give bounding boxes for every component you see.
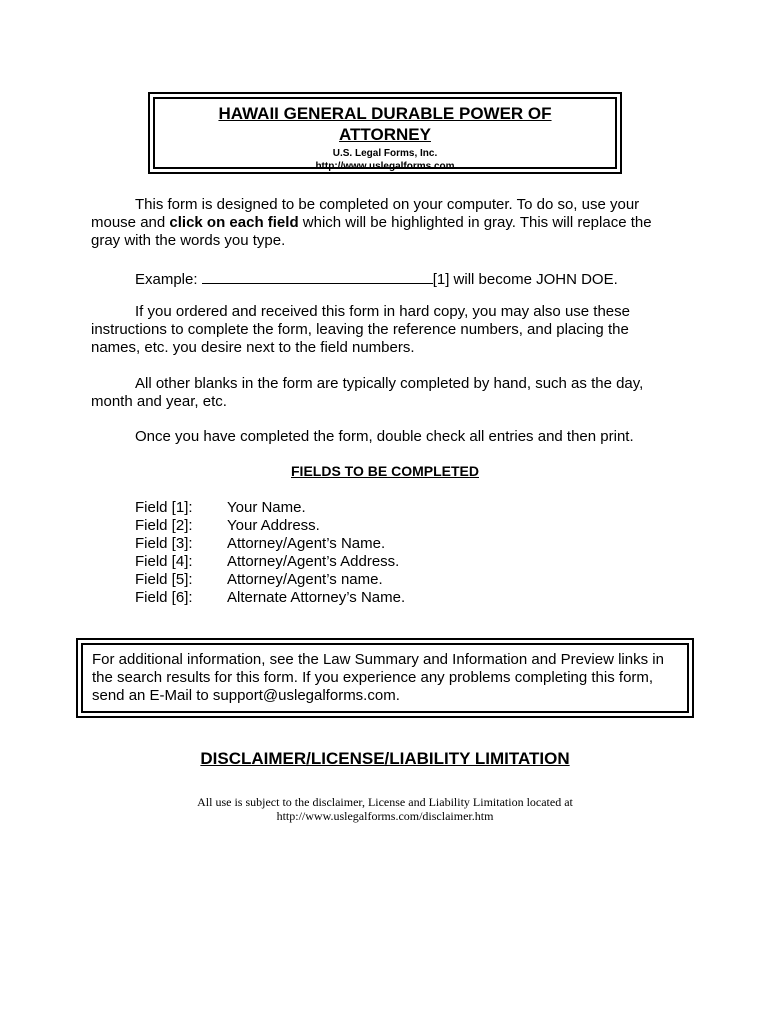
- example-blank-field[interactable]: [202, 268, 433, 284]
- info-box-inner: [81, 643, 689, 713]
- field-description: Attorney/Agent’s name.: [227, 571, 383, 588]
- field-key: Field [5]:: [135, 571, 193, 588]
- info-line-3: send an E-Mail to support@uslegalforms.com.: [92, 687, 400, 704]
- document-title-line-2: ATTORNEY: [339, 125, 431, 144]
- intro-paragraph: [91, 196, 681, 250]
- field-key: Field [2]:: [135, 517, 193, 534]
- disclaimer-link[interactable]: http://www.uslegalforms.com/disclaimer.htm: [276, 809, 494, 823]
- field-row: [135, 517, 405, 535]
- company-website: http://www.uslegalforms.com: [315, 161, 455, 172]
- company-name: U.S. Legal Forms, Inc.: [332, 148, 438, 159]
- field-row: [135, 589, 405, 607]
- document-title-line-1: HAWAII GENERAL DURABLE POWER OF: [218, 104, 552, 123]
- field-list: [135, 499, 405, 607]
- field-key: Field [6]:: [135, 589, 193, 606]
- disclaimer-text: [0, 795, 770, 823]
- intro-text-before: This form is designed to be completed on your computer. To do so, use your mouse and: [91, 196, 640, 231]
- field-description: Attorney/Agent’s Address.: [227, 553, 400, 570]
- field-description: Attorney/Agent’s Name.: [227, 535, 386, 552]
- field-key: Field [4]:: [135, 553, 193, 570]
- fields-heading: FIELDS TO BE COMPLETED: [291, 463, 479, 479]
- example-suffix: [1] will become JOHN DOE.: [432, 271, 618, 288]
- other-blanks-paragraph: [91, 375, 681, 411]
- hard-copy-paragraph: [91, 303, 681, 357]
- disclaimer-line-1: All use is subject to the disclaimer, License and Liability Limitation located at: [197, 795, 573, 809]
- field-row: [135, 571, 405, 589]
- intro-bold-text: click on each field: [169, 214, 299, 231]
- field-description: Alternate Attorney’s Name.: [227, 589, 406, 606]
- example-paragraph: [91, 268, 681, 289]
- field-row: [135, 535, 405, 553]
- intro-text-after: which will be highlighted in gray. This will replace the gray with the words you type.: [91, 214, 652, 249]
- field-row: [135, 499, 405, 517]
- field-description: Your Address.: [227, 517, 320, 534]
- field-description: Your Name.: [227, 499, 306, 516]
- info-line-1: For additional information, see the Law Summary and Information and Preview links in: [92, 651, 664, 668]
- hard-copy-text: If you ordered and received this form in hard copy, you may also use these instructions to complete the form, leaving the reference numbers, and placing the names, etc. you desire next to the field numbers.: [91, 303, 630, 356]
- title-box: [148, 92, 622, 174]
- double-check-text: Once you have completed the form, double check all entries and then print.: [135, 428, 634, 445]
- field-row: [135, 553, 405, 571]
- info-line-2: the search results for this form. If you experience any problems completing this form,: [92, 669, 654, 686]
- example-label: Example:: [135, 271, 202, 288]
- double-check-paragraph: [91, 428, 681, 446]
- info-box: [76, 638, 694, 718]
- disclaimer-heading: DISCLAIMER/LICENSE/LIABILITY LIMITATION: [200, 749, 570, 768]
- field-key: Field [1]:: [135, 499, 193, 516]
- title-box-inner: [153, 97, 617, 172]
- field-key: Field [3]:: [135, 535, 193, 552]
- other-blanks-text: All other blanks in the form are typically completed by hand, such as the day, month and year, etc.: [91, 375, 644, 410]
